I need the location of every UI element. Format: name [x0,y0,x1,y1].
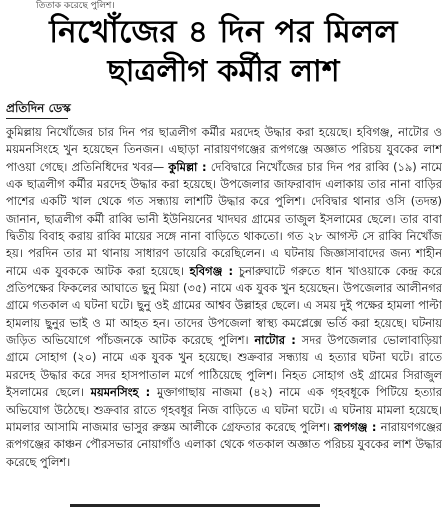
article-text: দেবিদ্বারে নিখোঁজের চার দিন পর রাব্বি (১৯) নামে এক ছাত্রলীগ কর্মীর মরদেহ উদ্ধার করা হয়েছে। উপজেলার জাফরাবাদ এলাকায় তার নানা বাড়ির পাশের একটি খাল থেকে গত সন্ধ্যায় লাশটি উদ্ধার করে পুলিশ। দেবিদ্বার থানার ওসি (তদন্ত) জানান, ছাত্রলীগ কর্মী রাব্বি ভানী ইউনিয়নের খাদঘর গ্রামের তাজুল ইসলামের ছেলে। তার বাবা দ্বিতীয় বিবাহ করায় রাব্বি মায়ের সঙ্গে নানা বাড়িতে থাকতো। গত ২৮ আগস্ট সে রাব্বি নিখোঁজ হয়। পরদিন তার মা থানায় সাধারণ ডায়েরি করেছিলেন। এ ঘটনায় জিজ্ঞাসাবাদের জন্য শাহীন নামে এক যুবককে আটক করা হয়েছে। [6,159,442,278]
headline [0,12,447,100]
byline-underline [6,118,68,119]
article-text: সদর উপজেলার ভোলাবাড়িয়া গ্রামে সোহাগ (২০) নামে এক যুবক খুন হয়েছে। শুক্রবার সন্ধ্যায় এ হত্যার ঘটনা ঘটে। রাতে মরদেহ উদ্ধার করে সদর হাসপাতাল মর্গে পাঠিয়েছে পুলিশ। নিহত সোহাগ ওই গ্রামের সিরাজুল ইসলামের ছেলে। [6,333,442,400]
previous-article-fragment: তিতাক করেছে পুলিশ। [36,1,115,11]
headline-line-2: ছাত্রলীগ কর্মীর লাশ [107,54,340,89]
cut-headline-ink [70,504,320,510]
article-text: মুক্তাগাছায় নাজমা (৪২) নামে এক গৃহবধূকে পিটিয়ে হত্যার অভিযোগ উঠেছে। শুক্রবার রাতে গৃহবধূর নিজ বাড়িতে এ ঘটনা ঘটে। এ ঘটনায় মামলা হয়েছে। মামলার আসামি নাজমার ভাসুর রুস্তম আলীকে গ্রেফতার করেছে পুলিশ। [6,385,442,434]
place-dateline: নাটোর : [254,333,296,348]
article-text: কুমিল্লায় নিখোঁজের চার দিন পর ছাত্রলীগ কর্মীর মরদেহ উদ্ধার করা হয়েছে। হবিগঞ্জ, নাটোর ও ময়মনসিংহে খুন হয়েছেন তিনজন। এছাড়া নারায়ণগঞ্জের রূপগঞ্জে অজ্ঞাত পরিচয় যুবকের লাশ পাওয়া গেছে। প্রতিনিধিদের খবর— [6,125,442,174]
article-text: চুনারুঘাটে গরুতে ধান খাওয়াকে কেন্দ্র করে প্রতিপক্ষের ফিকলের আঘাতে ছুনু মিয়া (৩৫) নামে এক যুবক খুন হয়েছেন। উপজেলার আলীনগর গ্রামে গতকাল এ ঘটনা ঘটে। ছুনু ওই গ্রামের আশ্বব উল্লাহর ছেলে। এ সময় দুই পক্ষের হামলা পাল্টা হামলায় ছুনুর ভাই ও মা আহত হন। তাদের উপজেলা স্বাস্থ্য কমপ্লেক্সে ভর্তি করা হয়েছে। ঘটনায় জড়িত অভিযোগে পাঁচজনকে আটক করেছে পুলিশ। [6,263,442,348]
article-paragraph [6,124,442,471]
place-dateline: ময়মনসিংহ : [90,385,151,400]
next-article-fragment [0,498,447,510]
article-text: নারায়ণগঞ্জের রূপগঞ্জের কাঞ্চন পৌরসভার নোয়াগাঁও এলাকা থেকে গতকাল অজ্ঞাত পরিচয় যুবকের লাশ উদ্ধার করেছে পুলিশ। [6,419,442,469]
headline-line-1: নিখোঁজের ৪ দিন পর মিলল [49,14,398,50]
place-dateline: কুমিল্লা : [168,159,207,174]
place-dateline: রূপগঞ্জ : [334,419,377,434]
place-dateline: হবিগঞ্জ : [189,263,234,278]
article-body [6,124,442,496]
byline: প্রতিদিন ডেস্ক [6,101,71,115]
